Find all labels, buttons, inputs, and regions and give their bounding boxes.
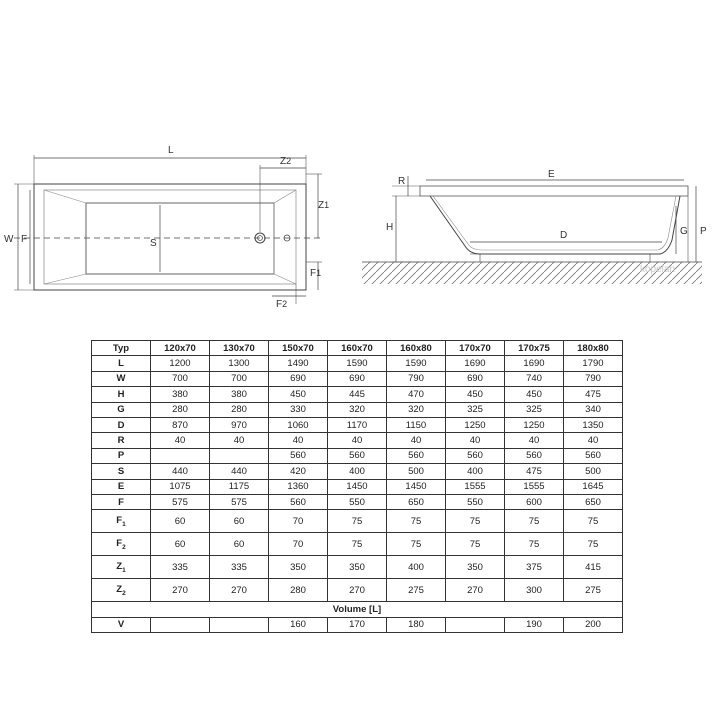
column-header: 120x70	[151, 341, 210, 356]
table-cell: 475	[505, 464, 564, 479]
table-row	[92, 479, 623, 494]
dimensions-table	[91, 340, 623, 633]
table-cell: 270	[328, 579, 387, 602]
row-label: P	[92, 448, 151, 463]
table-cell: 380	[151, 387, 210, 402]
table-cell: 350	[269, 556, 328, 579]
table-cell: 40	[328, 433, 387, 448]
table-cell: 75	[446, 510, 505, 533]
row-label: E	[92, 479, 151, 494]
dim-label-s: S	[150, 238, 157, 249]
table-cell	[210, 448, 269, 463]
table-cell: 400	[387, 556, 446, 579]
table-cell: 275	[387, 579, 446, 602]
table-cell: 550	[446, 494, 505, 509]
table-row-v	[92, 617, 623, 632]
table-cell: 300	[505, 579, 564, 602]
table-cell: 450	[446, 387, 505, 402]
table-cell: 335	[151, 556, 210, 579]
table-cell: 160	[269, 617, 328, 632]
row-label: D	[92, 417, 151, 432]
table-cell	[151, 448, 210, 463]
table-cell: 1555	[505, 479, 564, 494]
table-row	[92, 464, 623, 479]
table-cell: 280	[210, 402, 269, 417]
table-cell: 40	[387, 433, 446, 448]
table-cell: 475	[564, 387, 623, 402]
table-cell: 75	[328, 510, 387, 533]
table-cell: 500	[564, 464, 623, 479]
table-cell: 575	[210, 494, 269, 509]
table-cell: 335	[210, 556, 269, 579]
column-header: 170x70	[446, 341, 505, 356]
table-cell: 1360	[269, 479, 328, 494]
table-row	[92, 533, 623, 556]
row-label: $Z_2$	[92, 579, 151, 602]
table-cell: 1075	[151, 479, 210, 494]
table-cell: 320	[328, 402, 387, 417]
table-cell: 440	[151, 464, 210, 479]
bathtub-basin	[86, 203, 274, 274]
dim-label-e: E	[548, 169, 555, 180]
dim-label-f: F	[21, 234, 28, 245]
table-cell: 40	[269, 433, 328, 448]
table-cell: 440	[210, 464, 269, 479]
table-cell: 75	[446, 533, 505, 556]
dim-label-h: H	[386, 222, 394, 233]
table-cell: 445	[328, 387, 387, 402]
table-cell: 1555	[446, 479, 505, 494]
table-cell: 790	[564, 371, 623, 386]
top-view	[4, 145, 329, 310]
table-cell: 75	[387, 533, 446, 556]
table-cell: 350	[446, 556, 505, 579]
row-label: L	[92, 356, 151, 371]
table-cell: 325	[505, 402, 564, 417]
table-cell: 60	[151, 510, 210, 533]
table-cell: 75	[328, 533, 387, 556]
table-cell: 1300	[210, 356, 269, 371]
column-header: 160x80	[387, 341, 446, 356]
table-cell: 1790	[564, 356, 623, 371]
row-label: S	[92, 464, 151, 479]
table-cell: 340	[564, 402, 623, 417]
volume-label: Volume [L]	[92, 602, 623, 617]
technical-drawing	[0, 0, 720, 310]
column-header: 160x70	[328, 341, 387, 356]
table-cell: 180	[387, 617, 446, 632]
table-cell: 470	[387, 387, 446, 402]
table-cell: 280	[151, 402, 210, 417]
table-row	[92, 510, 623, 533]
table-cell: 40	[210, 433, 269, 448]
table-cell: 970	[210, 417, 269, 432]
table-cell: 700	[210, 371, 269, 386]
dim-label-z1: Z1	[318, 200, 330, 211]
table-cell: 350	[328, 556, 387, 579]
table-cell: 700	[151, 371, 210, 386]
row-label: $F_1$	[92, 510, 151, 533]
table-cell: 650	[564, 494, 623, 509]
table-cell: 75	[387, 510, 446, 533]
column-header: 180x80	[564, 341, 623, 356]
side-view	[362, 169, 707, 284]
side-rim	[420, 186, 688, 196]
dim-label-l: L	[168, 145, 174, 156]
table-cell: 575	[151, 494, 210, 509]
table-cell: 170	[328, 617, 387, 632]
table-cell: 450	[505, 387, 564, 402]
table-cell: 375	[505, 556, 564, 579]
table-cell: 270	[151, 579, 210, 602]
dim-label-r: R	[398, 176, 406, 187]
dim-label-w: W	[4, 234, 14, 245]
table-cell: 560	[446, 448, 505, 463]
column-header: 170x75	[505, 341, 564, 356]
table-cell: 1250	[446, 417, 505, 432]
column-header: 130x70	[210, 341, 269, 356]
table-row	[92, 417, 623, 432]
table-cell: 1590	[328, 356, 387, 371]
row-label: F	[92, 494, 151, 509]
table-cell: 1450	[328, 479, 387, 494]
row-label: V	[92, 617, 151, 632]
table-cell	[151, 617, 210, 632]
table-cell: 75	[564, 510, 623, 533]
table-cell: 650	[387, 494, 446, 509]
table-cell: 60	[151, 533, 210, 556]
dim-label-z2: Z2	[280, 156, 292, 167]
table-row	[92, 433, 623, 448]
side-profile	[430, 196, 680, 254]
watermark: kopelan	[640, 264, 676, 275]
table-cell: 270	[446, 579, 505, 602]
table-cell: 500	[387, 464, 446, 479]
table-cell: 740	[505, 371, 564, 386]
table-cell: 560	[505, 448, 564, 463]
table-cell: 40	[446, 433, 505, 448]
table-cell: 1200	[151, 356, 210, 371]
table-header-row	[92, 341, 623, 356]
table-cell: 380	[210, 387, 269, 402]
dimensions-table-wrapper	[91, 340, 623, 633]
table-cell: 330	[269, 402, 328, 417]
row-label: R	[92, 433, 151, 448]
table-cell: 1350	[564, 417, 623, 432]
volume-header-row	[92, 602, 623, 617]
table-cell: 1690	[446, 356, 505, 371]
table-cell: 560	[328, 448, 387, 463]
dim-label-p: P	[700, 226, 707, 237]
table-cell: 1170	[328, 417, 387, 432]
dim-label-f2: F2	[276, 299, 288, 310]
table-cell: 75	[505, 510, 564, 533]
table-cell: 70	[269, 533, 328, 556]
dim-label-g: G	[680, 226, 688, 237]
table-cell: 1150	[387, 417, 446, 432]
table-cell: 1450	[387, 479, 446, 494]
table-cell: 270	[210, 579, 269, 602]
table-cell: 320	[387, 402, 446, 417]
table-cell: 40	[564, 433, 623, 448]
table-cell	[210, 617, 269, 632]
table-cell: 560	[269, 494, 328, 509]
column-header: 150x70	[269, 341, 328, 356]
table-cell: 200	[564, 617, 623, 632]
dim-label-d: D	[560, 230, 568, 241]
table-cell: 1490	[269, 356, 328, 371]
table-cell: 40	[505, 433, 564, 448]
table-cell: 690	[328, 371, 387, 386]
table-cell: 420	[269, 464, 328, 479]
table-cell: 560	[564, 448, 623, 463]
table-row	[92, 448, 623, 463]
table-cell: 75	[505, 533, 564, 556]
table-cell: 60	[210, 510, 269, 533]
table-row	[92, 556, 623, 579]
table-row	[92, 356, 623, 371]
table-cell: 415	[564, 556, 623, 579]
table-row	[92, 579, 623, 602]
table-cell: 1590	[387, 356, 446, 371]
table-cell	[446, 617, 505, 632]
table-cell: 75	[564, 533, 623, 556]
row-label: W	[92, 371, 151, 386]
table-cell: 450	[269, 387, 328, 402]
table-cell: 550	[328, 494, 387, 509]
table-cell: 1690	[505, 356, 564, 371]
table-cell: 1645	[564, 479, 623, 494]
table-cell: 400	[446, 464, 505, 479]
table-row	[92, 387, 623, 402]
dim-label-f1: F1	[310, 268, 322, 279]
table-cell: 600	[505, 494, 564, 509]
table-cell: 325	[446, 402, 505, 417]
table-cell: 40	[151, 433, 210, 448]
table-cell: 280	[269, 579, 328, 602]
table-body	[92, 356, 623, 633]
table-row	[92, 371, 623, 386]
row-label: G	[92, 402, 151, 417]
table-cell: 1250	[505, 417, 564, 432]
row-label: H	[92, 387, 151, 402]
table-row	[92, 402, 623, 417]
table-cell: 60	[210, 533, 269, 556]
header-typ: Typ	[92, 341, 151, 356]
table-cell: 560	[269, 448, 328, 463]
table-cell: 690	[269, 371, 328, 386]
table-cell: 1060	[269, 417, 328, 432]
table-row	[92, 494, 623, 509]
row-label: $Z_1$	[92, 556, 151, 579]
row-label: $F_2$	[92, 533, 151, 556]
table-cell: 790	[387, 371, 446, 386]
table-cell: 690	[446, 371, 505, 386]
table-cell: 870	[151, 417, 210, 432]
table-cell: 70	[269, 510, 328, 533]
table-cell: 560	[387, 448, 446, 463]
table-cell: 275	[564, 579, 623, 602]
table-cell: 400	[328, 464, 387, 479]
table-cell: 190	[505, 617, 564, 632]
table-cell: 1175	[210, 479, 269, 494]
